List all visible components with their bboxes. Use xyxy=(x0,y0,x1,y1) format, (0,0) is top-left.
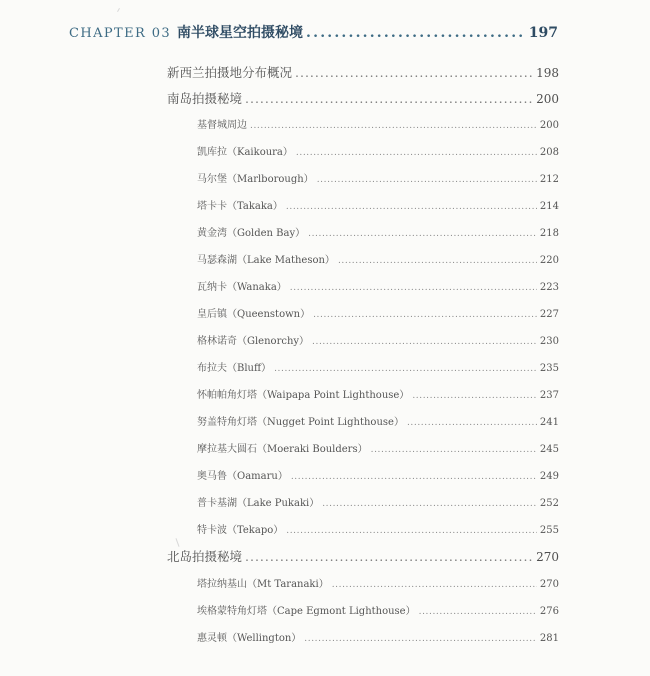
item-title: 普卡基湖（Lake Pukaki） xyxy=(197,498,320,509)
toc-item[interactable] xyxy=(197,305,559,320)
section-page-number: 198 xyxy=(536,66,559,80)
dot-leader xyxy=(371,445,537,455)
section-title: 北岛拍摄秘境 xyxy=(167,549,243,564)
item-page-number: 200 xyxy=(539,120,559,131)
dot-leader xyxy=(412,391,537,401)
dot-leader xyxy=(250,121,537,131)
dot-leader xyxy=(295,65,533,80)
chapter-page-number: 197 xyxy=(528,25,558,41)
item-title: 格林诺奇（Glenorchy） xyxy=(197,336,310,347)
page-scratch-mark xyxy=(117,8,120,12)
dot-leader xyxy=(296,148,537,158)
dot-leader xyxy=(407,418,537,428)
dot-leader xyxy=(306,25,526,41)
item-page-number: 230 xyxy=(539,336,559,347)
toc-item[interactable] xyxy=(197,359,559,374)
toc-section-south-island[interactable] xyxy=(167,89,559,107)
item-title: 特卡波（Tekapo） xyxy=(197,525,284,536)
item-page-number: 208 xyxy=(539,147,559,158)
section-page-number: 200 xyxy=(536,92,559,106)
item-title: 凯库拉（Kaikoura） xyxy=(197,147,293,158)
item-page-number: 237 xyxy=(539,390,559,401)
item-page-number: 235 xyxy=(539,363,559,374)
toc-item[interactable] xyxy=(197,197,559,212)
page-scratch-mark xyxy=(175,538,179,547)
item-title: 基督城周边 xyxy=(197,120,247,131)
dot-leader xyxy=(290,283,537,293)
toc-item[interactable] xyxy=(197,467,559,482)
dot-leader xyxy=(419,607,537,617)
toc-item[interactable] xyxy=(197,575,559,590)
toc-item[interactable] xyxy=(197,521,559,536)
section-page-number: 270 xyxy=(536,550,559,564)
item-page-number: 276 xyxy=(539,606,559,617)
dot-leader xyxy=(291,472,537,482)
section-title: 南岛拍摄秘境 xyxy=(167,91,243,106)
item-page-number: 281 xyxy=(539,633,559,644)
dot-leader xyxy=(313,310,537,320)
item-page-number: 252 xyxy=(539,498,559,509)
toc-item[interactable] xyxy=(197,116,559,131)
toc-item[interactable] xyxy=(197,629,559,644)
toc-item[interactable] xyxy=(197,332,559,347)
item-title: 惠灵顿（Wellington） xyxy=(197,633,302,644)
dot-leader xyxy=(286,202,537,212)
chapter-label: CHAPTER 03 xyxy=(69,26,172,41)
item-title: 塔卡卡（Takaka） xyxy=(197,201,283,212)
toc-item[interactable] xyxy=(197,386,559,401)
section-title: 新西兰拍摄地分布概况 xyxy=(167,65,293,80)
item-page-number: 227 xyxy=(539,309,559,320)
item-title: 摩拉基大圆石（Moeraki Boulders） xyxy=(197,444,368,455)
item-page-number: 218 xyxy=(539,228,559,239)
toc-item[interactable] xyxy=(197,251,559,266)
toc-item[interactable] xyxy=(197,143,559,158)
item-title: 怀帕帕角灯塔（Waipapa Point Lighthouse） xyxy=(197,390,410,401)
toc-item[interactable] xyxy=(197,170,559,185)
dot-leader xyxy=(245,91,533,106)
item-title: 瓦纳卡（Wanaka） xyxy=(197,282,287,293)
toc-section-nz-overview[interactable] xyxy=(167,63,559,81)
item-title: 马尔堡（Marlborough） xyxy=(197,174,314,185)
toc-item[interactable] xyxy=(197,494,559,509)
toc-item[interactable] xyxy=(197,440,559,455)
item-title: 奥马鲁（Oamaru） xyxy=(197,471,288,482)
item-page-number: 241 xyxy=(539,417,559,428)
item-title: 塔拉纳基山（Mt Taranaki） xyxy=(197,579,329,590)
item-title: 黄金湾（Golden Bay） xyxy=(197,228,306,239)
dot-leader xyxy=(245,549,533,564)
item-page-number: 245 xyxy=(539,444,559,455)
toc-item[interactable] xyxy=(197,278,559,293)
item-title: 埃格蒙特角灯塔（Cape Egmont Lighthouse） xyxy=(197,606,416,617)
item-page-number: 270 xyxy=(539,579,559,590)
dot-leader xyxy=(286,526,537,536)
dot-leader xyxy=(304,634,537,644)
item-page-number: 223 xyxy=(539,282,559,293)
item-title: 马瑟森湖（Lake Matheson） xyxy=(197,255,335,266)
dot-leader xyxy=(317,175,537,185)
item-page-number: 212 xyxy=(539,174,559,185)
item-title: 皇后镇（Queenstown） xyxy=(197,309,311,320)
item-title: 努盖特角灯塔（Nugget Point Lighthouse） xyxy=(197,417,404,428)
item-page-number: 220 xyxy=(539,255,559,266)
item-title: 布拉夫（Bluff） xyxy=(197,363,272,374)
toc-item[interactable] xyxy=(197,224,559,239)
toc-item[interactable] xyxy=(197,602,559,617)
toc-item[interactable] xyxy=(197,413,559,428)
dot-leader xyxy=(274,364,537,374)
dot-leader xyxy=(338,256,537,266)
item-page-number: 214 xyxy=(539,201,559,212)
chapter-heading[interactable] xyxy=(69,22,558,42)
dot-leader xyxy=(322,499,537,509)
item-page-number: 255 xyxy=(539,525,559,536)
dot-leader xyxy=(312,337,537,347)
dot-leader xyxy=(332,580,537,590)
dot-leader xyxy=(308,229,537,239)
toc-section-north-island[interactable] xyxy=(167,547,559,565)
chapter-title: 南半球星空拍摄秘境 xyxy=(177,25,304,41)
item-page-number: 249 xyxy=(539,471,559,482)
